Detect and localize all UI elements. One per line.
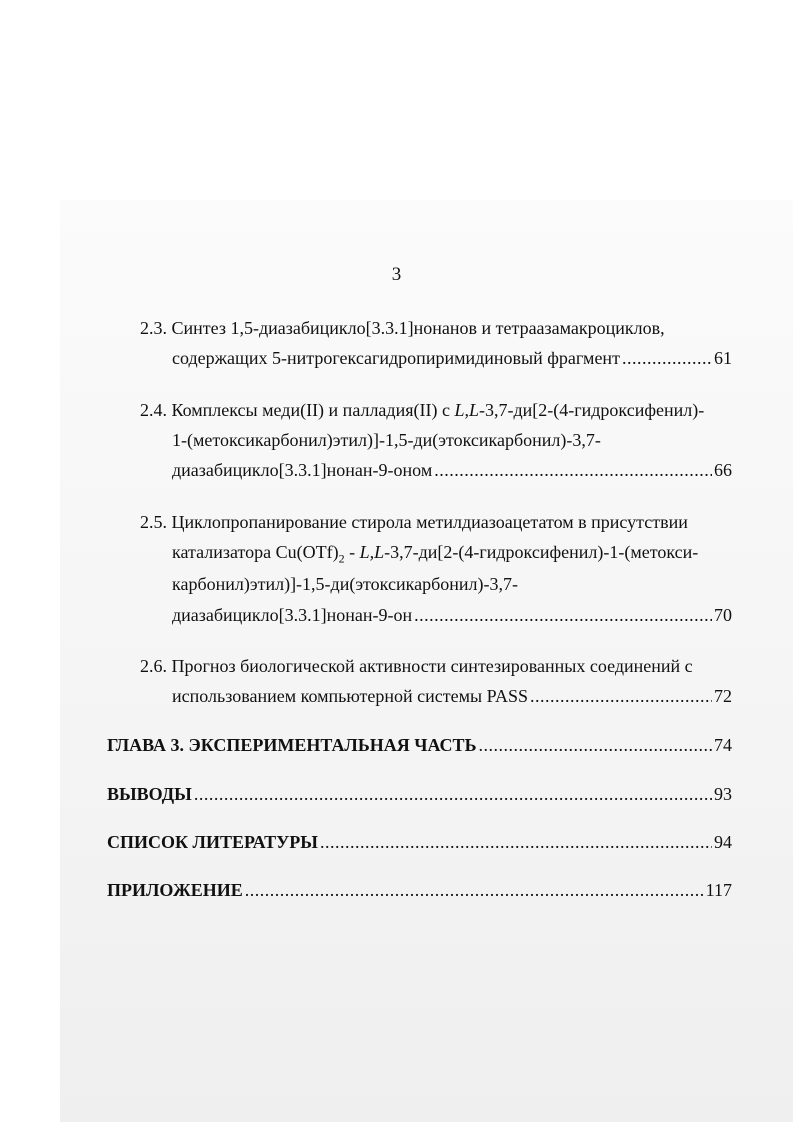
dot-leader: [622, 346, 712, 370]
dot-leader: [414, 603, 712, 627]
toc-page: 61: [714, 348, 732, 368]
toc-entry-2-3-line1: [140, 316, 740, 340]
toc-entry-appendix[interactable]: [107, 878, 732, 902]
toc-entry-references[interactable]: [107, 830, 732, 854]
toc-entry-2-5-line1: [140, 510, 740, 534]
toc-entry-2-4-line1: [140, 398, 740, 422]
toc-text: диазабицикло[3.3.1]нонан-9-он: [172, 605, 413, 625]
toc-page: 117: [705, 880, 732, 900]
toc-page: 66: [714, 460, 732, 480]
toc-text: 2.6. Прогноз биологической активности синтезированных соединений с: [140, 656, 693, 676]
toc-text: СПИСОК ЛИТЕРАТУРЫ: [107, 832, 318, 852]
toc-text: 2.4. Комплексы меди(II) и палладия(II) с L,L-3,7-ди[2-(4-гидроксифенил)-: [140, 400, 705, 420]
page-number: 3: [391, 264, 402, 285]
toc-entry-2-5-line3: [172, 572, 732, 596]
toc-entry-conclusions[interactable]: [107, 782, 732, 806]
dot-leader: [478, 733, 712, 757]
toc-page: 93: [714, 784, 732, 804]
toc-page: 70: [714, 605, 732, 625]
toc-entry-2-4[interactable]: [172, 458, 732, 482]
toc-text: карбонил)этил)]-1,5-ди(этоксикарбонил)-3,7-: [172, 574, 518, 594]
toc-page: 74: [714, 735, 732, 755]
toc-entry-2-4-line2: [172, 428, 732, 452]
toc-entry-2-3[interactable]: [172, 346, 732, 370]
dot-leader: [194, 782, 712, 806]
toc-text: ПРИЛОЖЕНИЕ: [107, 880, 243, 900]
toc-text: 1-(метоксикарбонил)этил)]-1,5-ди(этоксикарбонил)-3,7-: [172, 430, 601, 450]
toc-text: использованием компьютерной системы PASS: [172, 686, 528, 706]
toc-entry-2-5-line2: [172, 540, 732, 571]
toc-entry-2-5[interactable]: [172, 603, 732, 627]
toc-text: диазабицикло[3.3.1]нонан-9-оном: [172, 460, 433, 480]
dot-leader: [434, 458, 712, 482]
toc-page: 94: [714, 832, 732, 852]
toc-text: содержащих 5-нитрогексагидропиримидиновый фрагмент: [172, 348, 620, 368]
toc-entry-2-6[interactable]: [172, 684, 732, 708]
toc-text: 2.5. Циклопропанирование стирола метилдиазоацетатом в присутствии: [140, 512, 688, 532]
toc-text: катализатора $Cu(OTf)_2$ - L,L-3,7-ди[2-(4-гидроксифенил)-1-(метокси-: [172, 542, 699, 566]
toc-page: 72: [714, 686, 732, 706]
dot-leader: [245, 878, 704, 902]
toc-text: 2.3. Синтез 1,5-диазабицикло[3.3.1]нонанов и тетраазамакроциклов,: [140, 318, 665, 338]
toc-entry-chapter-3[interactable]: [107, 733, 732, 757]
toc-text: ВЫВОДЫ: [107, 784, 192, 804]
dot-leader: [530, 684, 712, 708]
toc-text: ГЛАВА 3. ЭКСПЕРИМЕНТАЛЬНАЯ ЧАСТЬ: [107, 735, 477, 755]
toc-entry-2-6-line1: [140, 654, 740, 678]
dot-leader: [320, 830, 712, 854]
